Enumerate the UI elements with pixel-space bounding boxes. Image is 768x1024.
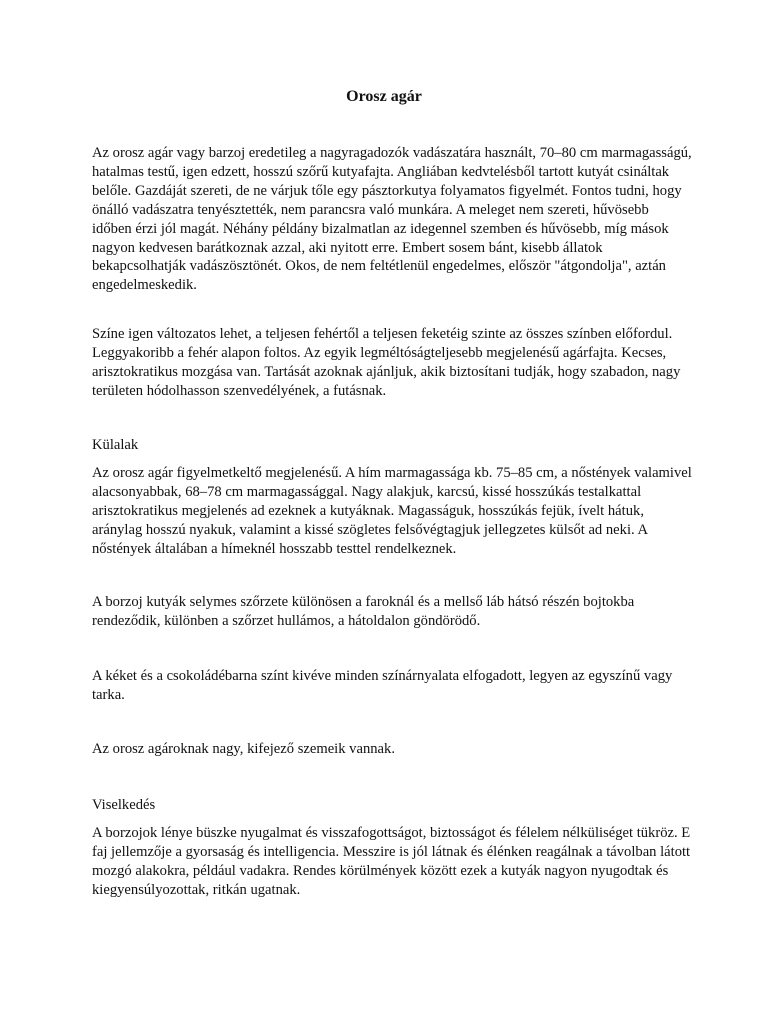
- heading-viselkedes: Viselkedés: [92, 797, 156, 813]
- paragraph-color: Színe igen változatos lehet, a teljesen fehértől a teljesen feketéig szinte az összes színben előfordul. Leggyakoribb a fehér alapon foltos. Az egyik legméltóságteljesebb megjelenésű agárfajta. Kecses, arisztokratikus mozgása van. Tartását azoknak ajánljuk, akik biztosítani tudják, hogy szabadon, nagy területen hódolhasson szenvedélyének, a futásnak.: [92, 326, 681, 399]
- paragraph-behavior: A borzojok lénye büszke nyugalmat és visszafogottságot, biztosságot és félelem nélküliséget tükröz. E faj jellemzője a gyorsaság és intelligencia. Messzire is jól látnak és élénken reagálnak a távolban látott mozgó alakokra, például vadakra. Rendes körülmények között ezek a kutyák nagyon nyugodtak és kiegyensúlyozottak, ritkán ugatnak.: [92, 825, 691, 898]
- paragraph-intro: Az orosz agár vagy barzoj eredetileg a nagyragadozók vadászatára használt, 70–80 cm marmagasságú, hatalmas testű, igen edzett, hosszú szőrű kutyafajta. Angliában kedvtelésből tartott kutyát csináltak belőle. Gazdáját szereti, de ne várjuk tőle egy pásztorkutya folyamatos figyelmét. Fontos tudni, hogy önálló vadászatra tenyésztették, nem parancsra való munkára. A meleget nem szereti, hűvösebb időben érzi jól magát. Néhány példány bizalmatlan az idegennel szemben és hűvösebb, míg mások nagyon kedvesen barátkoznak azzal, aki nyitott erre. Embert sosem bánt, kisebb állatok bekapcsolhatják vadászösztönét. Okos, de nem feltétlenül engedelmes, először "átgondolja", aztán engedelmeskedik.: [92, 145, 692, 294]
- paragraph-colors-allowed: A kéket és a csokoládébarna színt kivéve minden színárnyalata elfogadott, legyen az egyszínű vagy tarka.: [92, 668, 673, 703]
- paragraph-eyes: Az orosz agároknak nagy, kifejező szemeik vannak.: [92, 741, 395, 757]
- document-title: Orosz agár: [346, 88, 422, 105]
- heading-kulalak: Külalak: [92, 437, 139, 453]
- paragraph-appearance: Az orosz agár figyelmetkeltő megjelenésű. A hím marmagassága kb. 75–85 cm, a nőstények valamivel alacsonyabbak, 68–78 cm marmagassággal. Nagy alakjuk, karcsú, kissé hosszúkás testalkattal arisztokratikus megjelenés ad ezeknek a kutyáknak. Magasságuk, hosszúkás fejük, ívelt hátuk, aránylag hosszú nyakuk, valamint a kissé szögletes felsővégtagjuk jellegzetes külsőt ad neki. A nőstények általában a hímeknél hosszabb testtel rendelkeznek.: [92, 465, 692, 557]
- paragraph-coat: A borzoj kutyák selymes szőrzete különösen a faroknál és a mellső láb hátsó részén bojtokba rendeződik, különben a szőrzet hullámos, a hátoldalon göndörödő.: [92, 594, 635, 629]
